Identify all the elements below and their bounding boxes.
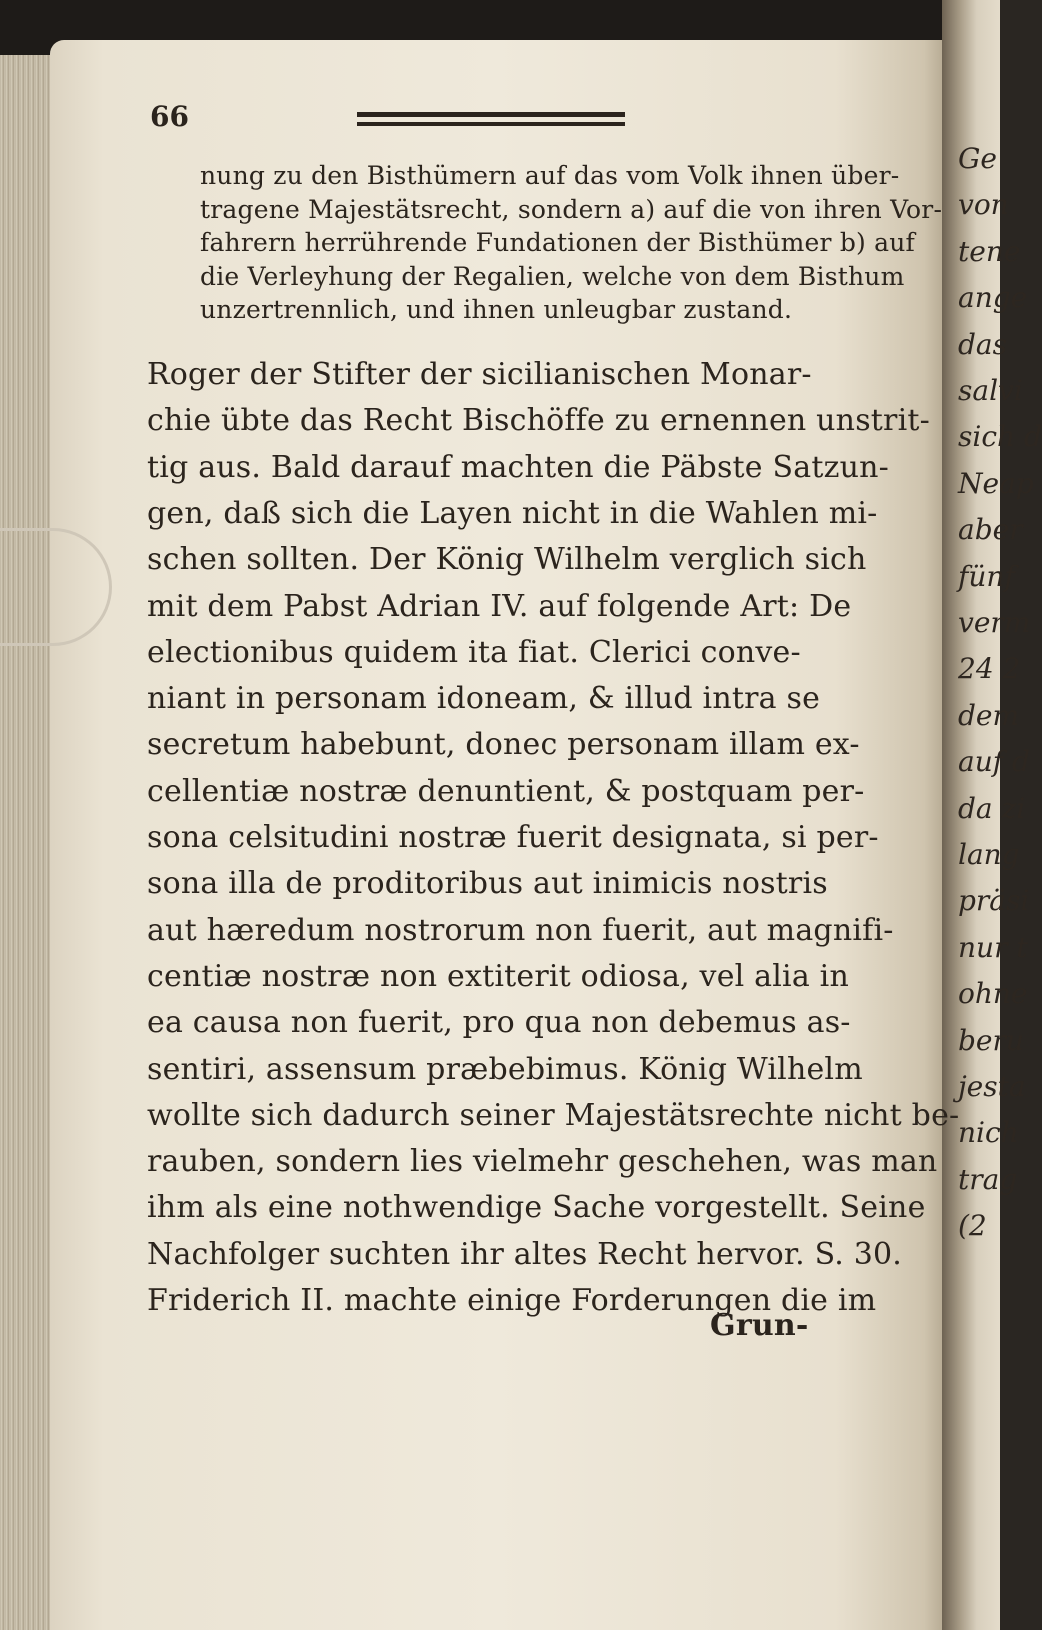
facing-page-fragment: verm <box>958 606 1031 639</box>
intro-line: fahrern herrührende Fundationen der Bisthümer b) auf <box>200 228 915 257</box>
body-line: sona illa de proditoribus aut inimicis nostris <box>147 866 828 902</box>
facing-page-fragment: sich d <box>958 420 1042 454</box>
intro-line: tragene Majestätsrecht, sondern a) auf die von ihren Vor- <box>200 194 943 224</box>
page-edges <box>0 55 56 1630</box>
facing-page-fragment: fünf <box>958 559 1015 593</box>
intro-line: die Verleyhung der Regalien, welche von dem Bisthum <box>200 261 905 291</box>
body-line: sona celsitudini nostræ fuerit designata, si per- <box>147 820 879 855</box>
facing-page-strip <box>942 0 1042 1630</box>
body-line: sentiri, assensum præbebimus. König Wilhelm <box>147 1051 863 1087</box>
body-line: schen sollten. Der König Wilhelm verglich sich <box>147 542 867 578</box>
body-line: aut hæredum nostrorum non fuerit, aut magnifi- <box>147 912 894 948</box>
intro-line: unzertrennlich, und ihnen unleugbar zustand. <box>200 295 793 324</box>
body-line: Nachfolger suchten ihr altes Recht hervor. S. 30. <box>147 1236 903 1272</box>
body-line: Friderich II. machte einige Forderungen die im <box>147 1283 877 1318</box>
facing-page-fragment: ange <box>958 281 1028 315</box>
body-line: ea causa non fuerit, pro qua non debemus as- <box>147 1005 851 1041</box>
facing-page-fragment: tene <box>958 234 1021 268</box>
facing-page-fragment: Neap <box>958 466 1034 500</box>
body-line: centiæ nostræ non extiterit odiosa, vel alia in <box>147 958 849 994</box>
intro-line: nung zu den Bisthümern auf das vom Volk ihnen über- <box>200 161 900 190</box>
facing-page-fragment: auf d <box>958 745 1030 779</box>
facing-page-fragment: nur t <box>958 930 1028 964</box>
body-line: niant in personam idoneam, & illud intra se <box>147 681 821 717</box>
body-line: chie übte das Recht Bischöffe zu ernennen unstrit- <box>147 403 930 439</box>
facing-page-fragment: beru <box>958 1023 1024 1057</box>
catchword: Grun- <box>710 1308 809 1343</box>
header-rule <box>357 112 625 126</box>
facing-page-fragment: nich <box>958 1116 1019 1150</box>
facing-page-fragment: aber <box>958 513 1023 547</box>
facing-page-fragment: präsi <box>958 884 1030 918</box>
facing-page-fragment: von <box>958 188 1009 222</box>
facing-page-fragment: jesta <box>958 1070 1026 1103</box>
facing-page-fragment: Ge <box>958 142 997 175</box>
body-line: secretum habebunt, donec personam illam ex- <box>147 727 860 763</box>
body-line: wollte sich dadurch seiner Majestätsrechte nicht be- <box>147 1097 960 1133</box>
facing-page-fragment: das <box>958 327 1007 361</box>
facing-page-fragment: lang <box>958 838 1020 871</box>
facing-page-fragment: trag <box>958 1162 1018 1196</box>
body-line: gen, daß sich die Layen nicht in die Wahlen mi- <box>147 495 878 531</box>
body-line: Roger der Stifter der sicilianischen Monar- <box>147 357 812 392</box>
facing-page-fragment: 24 2 <box>958 652 1021 686</box>
body-line: rauben, sondern lies vielmehr geschehen, was man <box>147 1144 938 1180</box>
facing-page-fragment: ohne <box>958 977 1028 1011</box>
body-line: cellentiæ nostræ denuntient, & postquam per- <box>147 773 865 809</box>
body-line: ihm als eine nothwendige Sache vorgestellt. Seine <box>147 1190 926 1226</box>
body-line: electionibus quidem ita fiat. Clerici conve- <box>147 634 801 670</box>
page-number: 66 <box>150 100 189 133</box>
facing-page-fragment: (2 <box>958 1209 987 1243</box>
facing-page-fragment: dem <box>958 698 1020 732</box>
body-line: mit dem Pabst Adrian IV. auf folgende Art: De <box>147 588 852 624</box>
facing-page-fragment: salvi <box>958 374 1023 407</box>
body-line: tig aus. Bald darauf machten die Päbste Satzun- <box>147 449 889 485</box>
facing-page-fragment: da zi <box>958 791 1026 825</box>
